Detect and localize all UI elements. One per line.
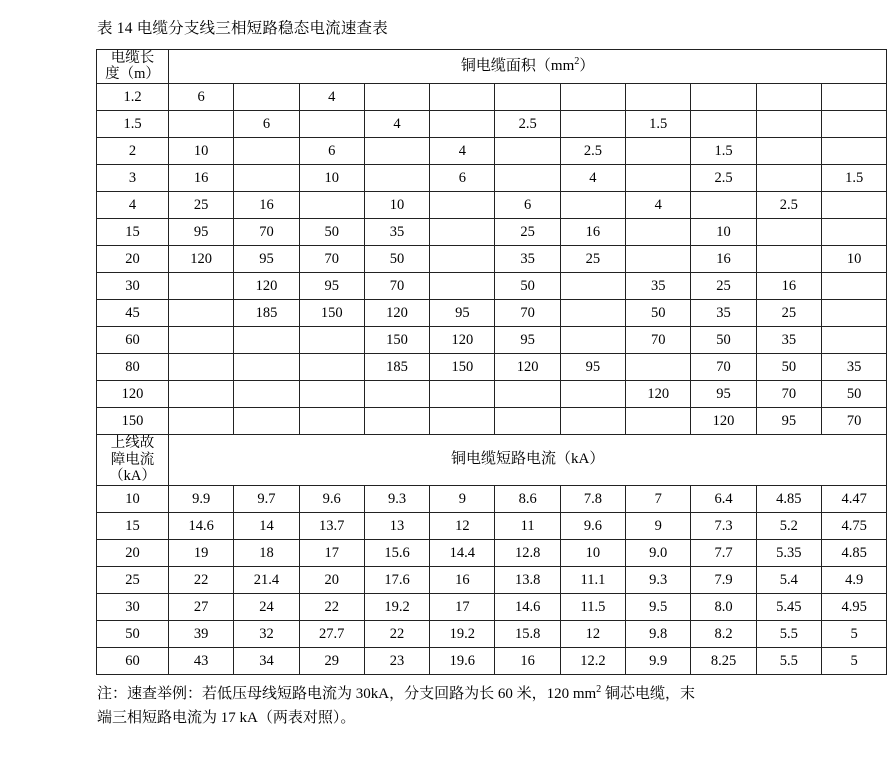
data-cell-short-circuit-current: 5 (821, 648, 886, 675)
data-cell-cable-area: 4 (430, 138, 495, 165)
row-label-cable-length: 3 (97, 165, 169, 192)
data-cell-cable-area: 120 (169, 246, 234, 273)
data-cell-short-circuit-current: 11.5 (560, 594, 625, 621)
data-cell-short-circuit-current: 17 (299, 540, 364, 567)
data-cell-short-circuit-current: 39 (169, 621, 234, 648)
data-cell-short-circuit-current: 9.7 (234, 486, 299, 513)
data-cell-short-circuit-current: 9.9 (169, 486, 234, 513)
data-cell-cable-area (364, 408, 429, 435)
data-cell-short-circuit-current: 8.0 (691, 594, 756, 621)
row-label-fault-current: 60 (97, 648, 169, 675)
data-cell-cable-area (169, 111, 234, 138)
data-cell-short-circuit-current: 4.9 (821, 567, 886, 594)
data-cell-short-circuit-current: 8.25 (691, 648, 756, 675)
data-cell-cable-area (234, 165, 299, 192)
data-cell-short-circuit-current: 5.5 (756, 648, 821, 675)
data-cell-short-circuit-current: 9.3 (364, 486, 429, 513)
data-cell-short-circuit-current: 5.45 (756, 594, 821, 621)
row-label-cable-length: 150 (97, 408, 169, 435)
data-cell-short-circuit-current: 22 (169, 567, 234, 594)
bottom-header-row (97, 435, 887, 486)
data-cell-cable-area (299, 408, 364, 435)
row-label-cable-length: 4 (97, 192, 169, 219)
data-cell-cable-area (169, 300, 234, 327)
data-cell-cable-area: 95 (430, 300, 495, 327)
data-cell-cable-area: 10 (364, 192, 429, 219)
data-cell-cable-area (821, 300, 886, 327)
data-cell-short-circuit-current: 14.6 (495, 594, 560, 621)
footnote-line-1-post: 铜芯电缆，末 (601, 686, 696, 703)
data-cell-short-circuit-current: 24 (234, 594, 299, 621)
data-cell-short-circuit-current: 13.7 (299, 513, 364, 540)
data-cell-cable-area: 16 (756, 273, 821, 300)
row-label-cable-length: 120 (97, 381, 169, 408)
data-cell-cable-area: 70 (234, 219, 299, 246)
data-cell-cable-area: 70 (495, 300, 560, 327)
data-cell-short-circuit-current: 15.8 (495, 621, 560, 648)
data-cell-cable-area (821, 273, 886, 300)
data-cell-cable-area: 50 (626, 300, 691, 327)
data-cell-cable-area: 35 (691, 300, 756, 327)
data-cell-cable-area (626, 246, 691, 273)
data-cell-cable-area (299, 327, 364, 354)
data-cell-cable-area (821, 111, 886, 138)
data-cell-cable-area: 70 (821, 408, 886, 435)
footnote-superscript: 2 (596, 684, 602, 696)
data-cell-cable-area (756, 84, 821, 111)
table-row (97, 273, 887, 300)
data-cell-cable-area: 150 (299, 300, 364, 327)
data-cell-cable-area (234, 327, 299, 354)
data-cell-cable-area: 50 (691, 327, 756, 354)
data-cell-cable-area (495, 84, 560, 111)
data-cell-cable-area (234, 408, 299, 435)
data-cell-short-circuit-current: 19.2 (430, 621, 495, 648)
data-cell-cable-area: 95 (756, 408, 821, 435)
data-cell-short-circuit-current: 11 (495, 513, 560, 540)
data-cell-cable-area (430, 192, 495, 219)
data-cell-short-circuit-current: 12 (430, 513, 495, 540)
data-cell-cable-area (560, 381, 625, 408)
data-cell-cable-area (430, 246, 495, 273)
data-cell-short-circuit-current: 17 (430, 594, 495, 621)
data-cell-short-circuit-current: 21.4 (234, 567, 299, 594)
data-cell-short-circuit-current: 11.1 (560, 567, 625, 594)
data-cell-cable-area (299, 381, 364, 408)
data-cell-cable-area: 95 (234, 246, 299, 273)
data-cell-cable-area (364, 84, 429, 111)
data-cell-cable-area (430, 84, 495, 111)
data-cell-cable-area: 4 (626, 192, 691, 219)
data-cell-cable-area (756, 138, 821, 165)
data-cell-cable-area (169, 408, 234, 435)
data-cell-cable-area: 120 (234, 273, 299, 300)
data-cell-cable-area: 10 (821, 246, 886, 273)
data-cell-short-circuit-current: 16 (495, 648, 560, 675)
data-cell-short-circuit-current: 18 (234, 540, 299, 567)
data-cell-cable-area: 2.5 (560, 138, 625, 165)
data-cell-short-circuit-current: 14.6 (169, 513, 234, 540)
row-label-cable-length: 2 (97, 138, 169, 165)
data-cell-cable-area: 50 (299, 219, 364, 246)
data-cell-cable-area: 10 (169, 138, 234, 165)
data-cell-cable-area (364, 138, 429, 165)
data-cell-short-circuit-current: 13 (364, 513, 429, 540)
data-cell-short-circuit-current: 6.4 (691, 486, 756, 513)
row-label-cable-length: 60 (97, 327, 169, 354)
data-cell-cable-area: 120 (430, 327, 495, 354)
cable-area-header-text-post: ） (579, 57, 595, 74)
data-cell-cable-area: 70 (299, 246, 364, 273)
data-cell-cable-area: 35 (756, 327, 821, 354)
data-cell-cable-area (234, 138, 299, 165)
table-row (97, 513, 887, 540)
data-cell-short-circuit-current: 14.4 (430, 540, 495, 567)
data-cell-cable-area (626, 84, 691, 111)
data-cell-short-circuit-current: 15.6 (364, 540, 429, 567)
data-cell-cable-area: 70 (364, 273, 429, 300)
data-cell-cable-area: 120 (364, 300, 429, 327)
table-row (97, 165, 887, 192)
cable-area-header-text: 铜电缆面积（mm (460, 57, 575, 74)
data-cell-cable-area: 50 (821, 381, 886, 408)
data-cell-cable-area: 95 (560, 354, 625, 381)
data-cell-short-circuit-current: 16 (430, 567, 495, 594)
data-cell-cable-area: 1.5 (691, 138, 756, 165)
data-cell-cable-area: 16 (560, 219, 625, 246)
table-row (97, 111, 887, 138)
data-cell-cable-area (626, 138, 691, 165)
data-cell-cable-area: 150 (430, 354, 495, 381)
data-cell-cable-area: 25 (756, 300, 821, 327)
data-cell-cable-area: 120 (495, 354, 560, 381)
data-cell-short-circuit-current: 19.2 (364, 594, 429, 621)
row-label-fault-current: 30 (97, 594, 169, 621)
data-cell-short-circuit-current: 12.8 (495, 540, 560, 567)
data-cell-cable-area (169, 354, 234, 381)
data-cell-short-circuit-current: 9.9 (626, 648, 691, 675)
data-cell-short-circuit-current: 12 (560, 621, 625, 648)
data-cell-cable-area: 35 (821, 354, 886, 381)
data-cell-short-circuit-current: 12.2 (560, 648, 625, 675)
data-cell-short-circuit-current: 4.75 (821, 513, 886, 540)
cable-length-header-line-2: 度（m） (105, 66, 160, 83)
data-cell-short-circuit-current: 5.2 (756, 513, 821, 540)
top-header-row (97, 49, 887, 83)
data-cell-cable-area: 70 (756, 381, 821, 408)
table-row (97, 567, 887, 594)
data-cell-short-circuit-current: 8.6 (495, 486, 560, 513)
footnote-line-2: 端三相短路电流为 17 kA（两表对照）。 (97, 710, 356, 727)
data-cell-short-circuit-current: 9.5 (626, 594, 691, 621)
data-cell-short-circuit-current: 5.5 (756, 621, 821, 648)
data-cell-cable-area (626, 354, 691, 381)
data-cell-short-circuit-current: 7.3 (691, 513, 756, 540)
table-row (97, 354, 887, 381)
footnote (97, 682, 883, 731)
data-cell-cable-area: 6 (430, 165, 495, 192)
data-cell-short-circuit-current: 27 (169, 594, 234, 621)
data-cell-cable-area (626, 165, 691, 192)
data-cell-cable-area: 50 (364, 246, 429, 273)
data-cell-short-circuit-current: 43 (169, 648, 234, 675)
data-cell-cable-area (169, 327, 234, 354)
data-cell-cable-area: 50 (756, 354, 821, 381)
row-label-cable-length: 30 (97, 273, 169, 300)
data-cell-cable-area (495, 381, 560, 408)
short-circuit-current-header: 铜电缆短路电流（kA） (169, 435, 887, 486)
data-cell-cable-area: 95 (495, 327, 560, 354)
table-row (97, 648, 887, 675)
cable-length-header-line-1: 电缆长 (110, 49, 155, 66)
data-cell-short-circuit-current: 5 (821, 621, 886, 648)
data-cell-cable-area: 185 (234, 300, 299, 327)
data-cell-cable-area (169, 381, 234, 408)
data-cell-short-circuit-current: 9.6 (560, 513, 625, 540)
data-cell-cable-area (821, 219, 886, 246)
data-cell-cable-area: 35 (364, 219, 429, 246)
data-cell-cable-area (756, 111, 821, 138)
data-cell-short-circuit-current: 19.6 (430, 648, 495, 675)
row-label-cable-length: 1.2 (97, 84, 169, 111)
data-cell-short-circuit-current: 19 (169, 540, 234, 567)
data-cell-short-circuit-current: 8.2 (691, 621, 756, 648)
data-cell-cable-area (626, 219, 691, 246)
table-row (97, 594, 887, 621)
page-title: 表 14 电缆分支线三相短路稳态电流速查表 (97, 20, 388, 37)
table-row (97, 381, 887, 408)
data-cell-short-circuit-current: 7.7 (691, 540, 756, 567)
table-row (97, 219, 887, 246)
row-label-cable-length: 45 (97, 300, 169, 327)
data-cell-short-circuit-current: 7.9 (691, 567, 756, 594)
data-cell-cable-area: 35 (626, 273, 691, 300)
row-label-fault-current: 25 (97, 567, 169, 594)
data-cell-short-circuit-current: 9.8 (626, 621, 691, 648)
data-cell-cable-area (299, 111, 364, 138)
data-cell-cable-area: 2.5 (756, 192, 821, 219)
data-cell-cable-area (560, 273, 625, 300)
upstream-fault-current-header (97, 435, 169, 486)
data-cell-cable-area: 120 (691, 408, 756, 435)
data-cell-cable-area: 50 (495, 273, 560, 300)
data-cell-cable-area: 95 (299, 273, 364, 300)
data-cell-cable-area: 95 (169, 219, 234, 246)
data-cell-cable-area (691, 84, 756, 111)
data-cell-cable-area (691, 192, 756, 219)
data-cell-cable-area: 150 (364, 327, 429, 354)
data-cell-cable-area (821, 138, 886, 165)
data-cell-short-circuit-current: 27.7 (299, 621, 364, 648)
data-cell-cable-area (560, 84, 625, 111)
data-cell-cable-area: 95 (691, 381, 756, 408)
row-label-fault-current: 10 (97, 486, 169, 513)
row-label-cable-length: 15 (97, 219, 169, 246)
data-cell-cable-area: 2.5 (495, 111, 560, 138)
data-cell-short-circuit-current: 9.3 (626, 567, 691, 594)
data-cell-short-circuit-current: 17.6 (364, 567, 429, 594)
data-cell-cable-area: 1.5 (626, 111, 691, 138)
data-cell-cable-area (756, 165, 821, 192)
data-cell-short-circuit-current: 4.47 (821, 486, 886, 513)
data-cell-short-circuit-current: 22 (364, 621, 429, 648)
data-cell-short-circuit-current: 9 (430, 486, 495, 513)
cable-short-circuit-lookup-table (96, 49, 887, 675)
table-row (97, 408, 887, 435)
data-cell-cable-area: 25 (495, 219, 560, 246)
data-cell-short-circuit-current: 4.85 (821, 540, 886, 567)
data-cell-short-circuit-current: 29 (299, 648, 364, 675)
data-cell-short-circuit-current: 9.0 (626, 540, 691, 567)
data-cell-cable-area (234, 354, 299, 381)
data-cell-cable-area: 120 (626, 381, 691, 408)
data-cell-cable-area: 70 (691, 354, 756, 381)
data-cell-cable-area: 6 (234, 111, 299, 138)
table-row (97, 621, 887, 648)
data-cell-cable-area (495, 408, 560, 435)
data-cell-short-circuit-current: 4.95 (821, 594, 886, 621)
data-cell-short-circuit-current: 13.8 (495, 567, 560, 594)
data-cell-cable-area: 16 (169, 165, 234, 192)
data-cell-short-circuit-current: 20 (299, 567, 364, 594)
data-cell-cable-area: 10 (299, 165, 364, 192)
data-cell-cable-area: 6 (169, 84, 234, 111)
data-cell-short-circuit-current: 5.4 (756, 567, 821, 594)
data-cell-cable-area (495, 138, 560, 165)
table-row (97, 300, 887, 327)
table-row (97, 486, 887, 513)
data-cell-short-circuit-current: 22 (299, 594, 364, 621)
upstream-fault-current-header-line-1: 上线故 (110, 435, 155, 452)
data-cell-cable-area: 10 (691, 219, 756, 246)
footnote-line-1 (97, 682, 883, 706)
row-label-cable-length: 1.5 (97, 111, 169, 138)
data-cell-cable-area: 25 (691, 273, 756, 300)
row-label-cable-length: 20 (97, 246, 169, 273)
table-row (97, 246, 887, 273)
data-cell-cable-area (560, 192, 625, 219)
data-cell-short-circuit-current: 34 (234, 648, 299, 675)
data-cell-short-circuit-current: 7.8 (560, 486, 625, 513)
data-cell-cable-area: 25 (560, 246, 625, 273)
data-cell-cable-area (234, 381, 299, 408)
data-cell-short-circuit-current: 4.85 (756, 486, 821, 513)
data-cell-short-circuit-current: 32 (234, 621, 299, 648)
data-cell-cable-area: 25 (169, 192, 234, 219)
data-cell-cable-area: 35 (495, 246, 560, 273)
data-cell-cable-area (364, 381, 429, 408)
data-cell-cable-area (560, 408, 625, 435)
data-cell-short-circuit-current: 7 (626, 486, 691, 513)
data-cell-cable-area (234, 84, 299, 111)
data-cell-cable-area: 16 (691, 246, 756, 273)
data-cell-cable-area (560, 111, 625, 138)
data-cell-cable-area (495, 165, 560, 192)
cable-area-header-superscript: 2 (574, 55, 580, 67)
data-cell-cable-area (560, 327, 625, 354)
data-cell-cable-area (756, 246, 821, 273)
data-cell-cable-area (430, 111, 495, 138)
data-cell-short-circuit-current: 10 (560, 540, 625, 567)
data-cell-cable-area: 4 (560, 165, 625, 192)
data-cell-cable-area (430, 381, 495, 408)
data-cell-cable-area: 16 (234, 192, 299, 219)
data-cell-short-circuit-current: 14 (234, 513, 299, 540)
table-row (97, 327, 887, 354)
row-label-fault-current: 20 (97, 540, 169, 567)
data-cell-short-circuit-current: 23 (364, 648, 429, 675)
data-cell-cable-area (821, 84, 886, 111)
data-cell-cable-area: 6 (495, 192, 560, 219)
data-cell-cable-area: 1.5 (821, 165, 886, 192)
table-row (97, 540, 887, 567)
row-label-cable-length: 80 (97, 354, 169, 381)
data-cell-cable-area (626, 408, 691, 435)
data-cell-cable-area (560, 300, 625, 327)
data-cell-cable-area (430, 273, 495, 300)
data-cell-cable-area: 6 (299, 138, 364, 165)
data-cell-cable-area: 185 (364, 354, 429, 381)
row-label-fault-current: 50 (97, 621, 169, 648)
data-cell-short-circuit-current: 9 (626, 513, 691, 540)
data-cell-short-circuit-current: 5.35 (756, 540, 821, 567)
data-cell-cable-area (169, 273, 234, 300)
data-cell-cable-area (821, 192, 886, 219)
data-cell-cable-area (756, 219, 821, 246)
data-cell-cable-area (430, 408, 495, 435)
cable-length-header (97, 49, 169, 83)
data-cell-cable-area: 2.5 (691, 165, 756, 192)
data-cell-cable-area (691, 111, 756, 138)
data-cell-cable-area (364, 165, 429, 192)
row-label-fault-current: 15 (97, 513, 169, 540)
footnote-line-1-pre: 注：速查举例：若低压母线短路电流为 30kA，分支回路为长 60 米，120 mm (97, 686, 597, 703)
data-cell-cable-area: 4 (299, 84, 364, 111)
table-row (97, 84, 887, 111)
upstream-fault-current-header-line-3: （kA） (109, 468, 156, 485)
data-cell-cable-area (821, 327, 886, 354)
data-cell-cable-area: 4 (364, 111, 429, 138)
upstream-fault-current-header-line-2: 障电流 (110, 451, 155, 468)
cable-area-header (169, 49, 887, 83)
table-row (97, 192, 887, 219)
data-cell-cable-area (299, 192, 364, 219)
table-row (97, 138, 887, 165)
data-cell-cable-area: 70 (626, 327, 691, 354)
data-cell-cable-area (299, 354, 364, 381)
data-cell-short-circuit-current: 9.6 (299, 486, 364, 513)
data-cell-cable-area (430, 219, 495, 246)
